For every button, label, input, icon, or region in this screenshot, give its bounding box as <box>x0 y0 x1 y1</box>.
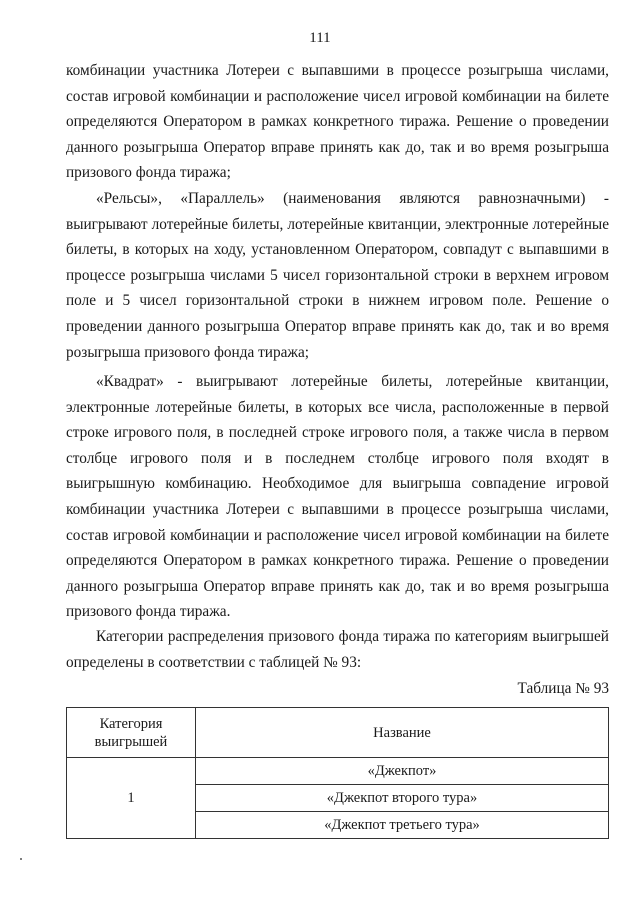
prize-category-table <box>66 707 609 839</box>
paragraph-rails-text: «Рельсы», «Параллель» (наименования являются равнозначными) - выигрывают лотерейные билеты, лотерейные квитанции, электронные лотерейные билеты, в которых на ходу, установленном Оператором, совпадут с выпавшими в процессе розыгрыша числами 5 чисел горизонтальной строки в верхнем игровом поле и 5 чисел горизонтальной строки в нижнем игровом поле. Решение о проведении данного розыгрыша Оператор вправе принять как до, так и во время розыгрыша призового фонда тиража; <box>66 190 609 361</box>
paragraph-square-text: «Квадрат» - выигрывают лотерейные билеты, лотерейные квитанции, электронные лотерейные билеты, в которых все числа, расположенные в первой строке игрового поля, в последней строке игрового поля, а также числа в первом столбце игрового поля и в последнем столбце игрового поля входят в выигрышную комбинацию. Необходимое для выигрыша совпадение игровой комбинации участника Лотереи с выпавшими в процессе розыгрыша числами, состав игровой комбинации и расположение чисел игровой комбинации на билете определяются Оператором в рамках конкретного тиража. Решение о проведении данного розыгрыша Оператор вправе принять как до, так и во время розыгрыша призового фонда тиража. <box>66 373 609 621</box>
header-category-line2: выигрышей <box>94 733 168 750</box>
table-header-row <box>67 708 609 758</box>
paragraph-categories <box>66 624 609 675</box>
name-cell: «Джекпот» <box>196 758 609 785</box>
paragraph-rails <box>66 186 609 365</box>
category-cell: 1 <box>67 758 196 839</box>
paragraph-square <box>66 369 609 625</box>
header-name: Название <box>196 708 609 758</box>
header-category <box>67 708 196 758</box>
scan-artifact-dot <box>20 858 22 860</box>
paragraph-1-text: комбинации участника Лотереи с выпавшими в процессе розыгрыша числами, состав игровой комбинации и расположение чисел игровой комбинации на билете определяются Оператором в рамках конкретного тиража. Решение о проведении данного розыгрыша Оператор вправе принять как до, так и во время розыгрыша призового фонда тиража; <box>66 62 609 182</box>
name-cell: «Джекпот второго тура» <box>196 785 609 812</box>
page-number: 111 <box>309 30 331 46</box>
header-category-line1: Категория <box>99 715 163 732</box>
table-row <box>67 758 609 785</box>
table-caption: Таблица № 93 <box>517 680 609 697</box>
paragraph-1 <box>66 58 609 186</box>
paragraph-categories-text: Категории распределения призового фонда тиража по категориям выигрышей определены в соответствии с таблицей № 93: <box>66 628 609 671</box>
name-cell: «Джекпот третьего тура» <box>196 812 609 839</box>
